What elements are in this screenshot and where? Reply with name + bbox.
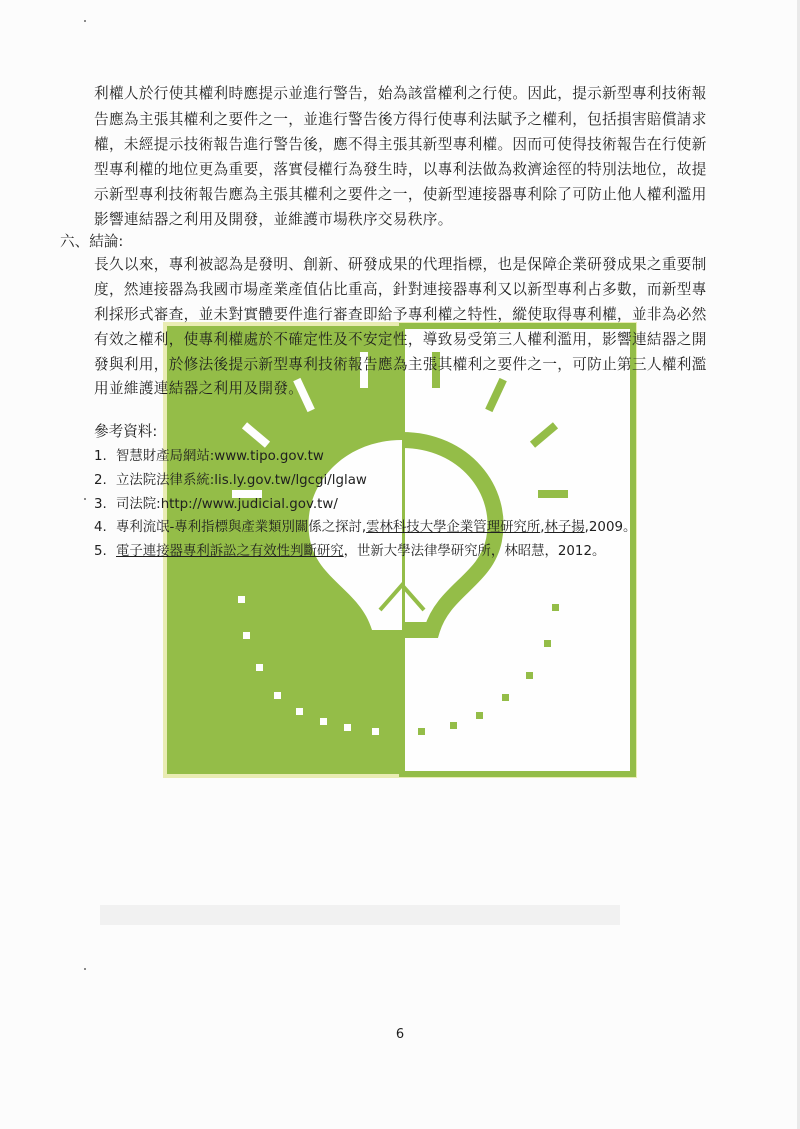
reference-link[interactable]: lis.ly.gov.tw/lgcgi/lglaw: [214, 473, 367, 488]
body-line: 告應為主張其權利之要件之一，並進行警告後方得行使專利法賦予之權利，包括損害賠償請求: [94, 111, 707, 128]
reference-author: 林子揚: [544, 520, 585, 535]
reference-item: [94, 495, 338, 515]
reference-separator: ,: [361, 520, 367, 535]
reference-number: 1.: [94, 449, 107, 464]
reference-separator: ,: [540, 520, 545, 535]
references-title: 參考資料:: [94, 423, 158, 440]
body-line: 型專利權的地位更為重要，落實侵權行為發生時，以專利法做為救濟途徑的特別法地位，故提: [94, 161, 707, 178]
reference-link[interactable]: www.tipo.gov.tw: [214, 449, 324, 464]
reference-item: [94, 542, 605, 562]
reference-number: 3.: [94, 497, 107, 512]
conclusion-line: 利採形式審查，並未對實體要件進行審查即給予專利權之特性，縱使取得專利權，並非為必然: [94, 306, 707, 323]
conclusion-line: 用並維護連結器之利用及開發。: [94, 380, 304, 397]
reference-item: [94, 471, 367, 491]
reference-details: ，世新大學法律學研究所，林昭慧，2012。: [343, 544, 606, 559]
body-line: 示新型專利技術報告應為主張其權利之要件之一，使新型連接器專利除了可防止他人權利濫用: [94, 186, 707, 203]
conclusion-line: 度，然連接器為我國市場產業產值佔比重高，針對連接器專利又以新型專利占多數，而新型專: [94, 281, 707, 298]
reference-title: 專利流氓-專利指標與產業類別關係之探討: [116, 520, 362, 535]
page-number: 6: [395, 1027, 405, 1042]
reference-link[interactable]: http://www.judicial.gov.tw/: [160, 497, 338, 512]
reference-label: 司法院:: [116, 497, 161, 512]
reference-label: 智慧財產局網站:: [116, 449, 215, 464]
body-line: 影響連結器之利用及開發，並維護市場秩序交易秩序。: [94, 211, 453, 228]
reference-label: 立法院法律系統:: [116, 473, 215, 488]
conclusion-line: 長久以來，專利被認為是發明、創新、研發成果的代理指標，也是保障企業研發成果之重要制: [94, 256, 707, 273]
reference-school: 雲林科技大學企業管理研究所: [366, 520, 541, 535]
reference-number: 2.: [94, 473, 107, 488]
reference-title: 電子連接器專利訴訟之有效性判斷研究: [116, 544, 344, 559]
reference-number: 4.: [94, 520, 107, 535]
scan-speck: [84, 968, 86, 970]
body-line: 權，未經提示技術報告進行警告後，應不得主張其新型專利權。因而可使得技術報告在行使新: [94, 136, 707, 153]
section-heading-conclusion: 六、結論:: [60, 233, 124, 250]
reference-year: ,2009。: [584, 520, 637, 535]
scan-speck: [84, 20, 86, 22]
reference-number: 5.: [94, 544, 107, 559]
reference-item: [94, 518, 636, 538]
conclusion-line: 有效之權利，使專利權處於不確定性及不安定性，導致易受第三人權利濫用，影響連結器之開: [94, 331, 707, 348]
scan-speck: [84, 498, 86, 500]
conclusion-line: 發與利用，於修法後提示新型專利技術報告應為主張其權利之要件之一，可防止第三人權利濫: [94, 356, 707, 373]
body-line: 利權人於行使其權利時應提示並進行警告，始為該當權利之行使。因此，提示新型專利技術報: [94, 85, 707, 102]
reference-item: [94, 447, 324, 467]
